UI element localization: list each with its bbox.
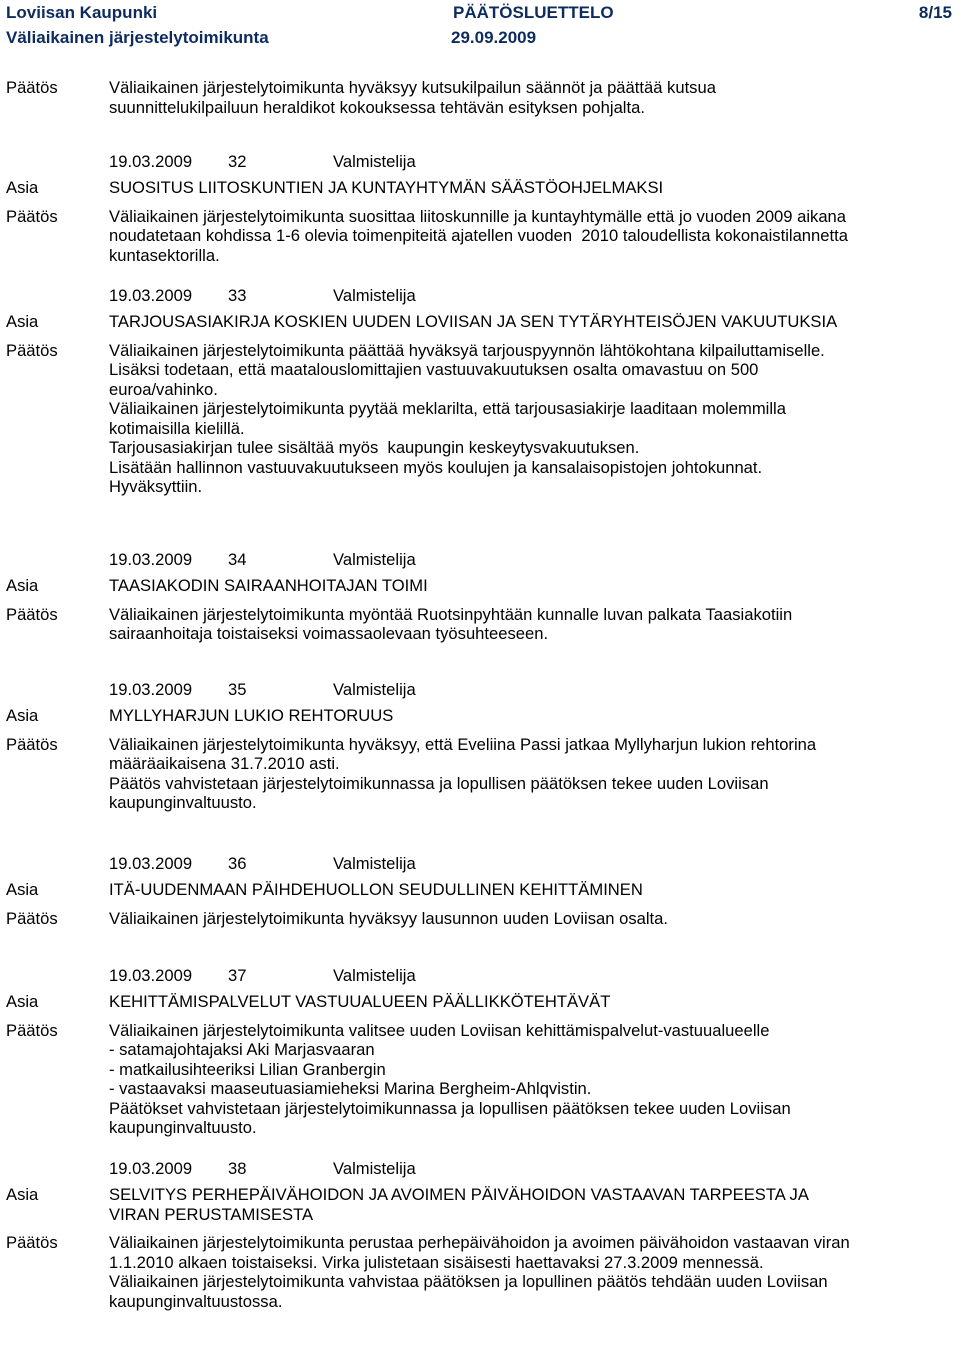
- entry-role: Valmistelija: [333, 680, 416, 699]
- entry-number: 34: [228, 550, 247, 569]
- subject-title: ITÄ-UUDENMAAN PÄIHDEHUOLLON SEUDULLINEN KEHITTÄMINEN: [109, 880, 643, 899]
- entry-number: 36: [228, 854, 247, 873]
- decision-line: Väliaikainen järjestelytoimikunta perustaa perhepäivähoidon ja avoimen päivähoidon vastaavan viran: [109, 1233, 850, 1252]
- decision-line: Väliaikainen järjestelytoimikunta vahvistaa päätöksen ja lopullinen päätös tehdään uuden Loviisan: [109, 1272, 828, 1291]
- decision-entry: [0, 150, 960, 284]
- first-decision: [0, 78, 960, 117]
- decision-line: Väliaikainen järjestelytoimikunta päättää hyväksyä tarjouspyynnön lähtökohtana kilpailuttamiselle.: [109, 340, 825, 360]
- decision-entry: [0, 1157, 960, 1357]
- page-header: [0, 0, 960, 50]
- decision-line: Väliaikainen järjestelytoimikunta hyväksyy lausunnon uuden Loviisan osalta.: [109, 908, 668, 928]
- entry-date: 19.03.2009: [109, 152, 193, 171]
- decision-line: - vastaavaksi maaseutuasiamieheksi Marina Bergheim-Ahlqvistin.: [109, 1079, 592, 1098]
- committee-name: Väliaikainen järjestelytoimikunta: [6, 28, 269, 47]
- decision-line: Tarjousasiakirjan tulee sisältää myös kaupungin keskeytysvakuutuksen.: [109, 438, 640, 457]
- asia-label: Asia: [6, 312, 39, 331]
- subject-title: SELVITYS PERHEPÄIVÄHOIDON JA AVOIMEN PÄIVÄHOIDON VASTAAVAN TARPEESTA JA: [109, 1185, 809, 1204]
- subject-title: KEHITTÄMISPALVELUT VASTUUALUEEN PÄÄLLIKKÖTEHTÄVÄT: [109, 992, 611, 1011]
- decision-entry: [0, 678, 960, 852]
- entry-meta: [0, 678, 960, 706]
- subject-title: SUOSITUS LIITOSKUNTIEN JA KUNTAYHTYMÄN SÄÄSTÖOHJELMAKSI: [109, 178, 664, 197]
- subject-title: TAASIAKODIN SAIRAANHOITAJAN TOIMI: [109, 576, 428, 595]
- entry-date: 19.03.2009: [109, 550, 193, 569]
- decision-line: kotimaisilla kielillä.: [109, 418, 245, 438]
- asia-label: Asia: [6, 992, 39, 1011]
- decision-line: kaupunginvaltuustossa.: [109, 1291, 283, 1311]
- entry-role: Valmistelija: [333, 550, 416, 569]
- paatos-label: Päätös: [6, 206, 58, 226]
- asia-label: Asia: [6, 178, 39, 197]
- entry-number: 37: [228, 966, 247, 985]
- decision-line: Lisätään hallinnon vastuuvakuutukseen myös koulujen ja kansalaisopistojen johtokunnat.: [109, 457, 763, 477]
- entry-number: 38: [228, 1159, 247, 1178]
- decision-line: kuntasektorilla.: [109, 245, 220, 265]
- decision-line: sairaanhoitaja toistaiseksi voimassaolevaan työsuhteeseen.: [109, 624, 549, 643]
- decision-line: Väliaikainen järjestelytoimikunta suosittaa liitoskunnille ja kuntayhtymälle että jo vuoden 2009 aikana: [109, 206, 847, 226]
- asia-label: Asia: [6, 576, 39, 595]
- decision-line: euroa/vahinko.: [109, 379, 218, 399]
- entry-meta: [0, 150, 960, 178]
- decision-line: Päätös vahvistetaan järjestelytoimikunnassa ja lopullisen päätöksen tekee uuden Loviisan: [109, 773, 769, 793]
- entry-meta: [0, 284, 960, 312]
- header-date: 29.09.2009: [451, 28, 537, 47]
- entry-date: 19.03.2009: [109, 1159, 193, 1178]
- paatos-label: Päätös: [6, 1233, 58, 1252]
- entry-role: Valmistelija: [333, 854, 416, 873]
- subject-title: VIRAN PERUSTAMISESTA: [109, 1204, 314, 1224]
- decision-list: [0, 150, 960, 1357]
- asia-label: Asia: [6, 706, 39, 725]
- decision-entry: [0, 548, 960, 678]
- decision-line: - satamajohtajaksi Aki Marjasvaaran: [109, 1040, 375, 1059]
- decision-line: noudatetaan kohdissa 1-6 olevia toimenpiteitä ajatellen vuoden 2010 taloudellista kokonaistilannetta: [109, 226, 848, 245]
- entry-meta: [0, 964, 960, 992]
- decision-line: Päätökset vahvistetaan järjestelytoimikunnassa ja lopullisen päätöksen tekee uuden Loviisan: [109, 1098, 791, 1118]
- decision-line: kaupunginvaltuusto.: [109, 1118, 257, 1137]
- paatos-label: Päätös: [6, 340, 58, 360]
- decision-line: 1.1.2010 alkaen toistaiseksi. Virka julistetaan sisäisesti haettavaksi 27.3.2009 mennessä.: [109, 1252, 764, 1272]
- subject-title: MYLLYHARJUN LUKIO REHTORUUS: [109, 706, 394, 725]
- subject-title: TARJOUSASIAKIRJA KOSKIEN UUDEN LOVIISAN JA SEN TYTÄRYHTEISÖJEN VAKUUTUKSIA: [109, 312, 838, 331]
- decision-line: Väliaikainen järjestelytoimikunta myöntää Ruotsinpyhtään kunnalle luvan palkata Taasiakotiin: [109, 604, 793, 624]
- page-number: 8/15: [918, 3, 952, 22]
- entry-number: 33: [228, 286, 247, 305]
- decision-line: Hyväksyttiin.: [109, 477, 203, 496]
- decision-entry: [0, 852, 960, 964]
- entry-role: Valmistelija: [333, 1159, 416, 1178]
- entry-meta: [0, 852, 960, 880]
- entry-role: Valmistelija: [333, 286, 416, 305]
- decision-entry: [0, 964, 960, 1157]
- paatos-label: Päätös: [6, 604, 58, 624]
- paatos-label: Päätös: [6, 734, 58, 754]
- document-title: PÄÄTÖSLUETTELO: [453, 3, 614, 22]
- decision-line: Lisäksi todetaan, että maatalouslomittajien vastuuvakuutuksen osalta omavastuu on 500: [109, 360, 759, 379]
- entry-date: 19.03.2009: [109, 286, 193, 305]
- asia-label: Asia: [6, 880, 39, 899]
- entry-number: 32: [228, 152, 247, 171]
- paatos-label: Päätös: [6, 1020, 58, 1040]
- paatos-label: Päätös: [6, 908, 58, 928]
- asia-label: Asia: [6, 1185, 39, 1204]
- entry-number: 35: [228, 680, 247, 699]
- decision-line: Väliaikainen järjestelytoimikunta pyytää meklarilta, että tarjousasiakirje laaditaan molemmilla: [109, 399, 786, 418]
- decision-line: - matkailusihteeriksi Lilian Granbergin: [109, 1059, 386, 1079]
- decision-line: Väliaikainen järjestelytoimikunta hyväksyy kutsukilpailun säännöt ja päättää kutsua: [109, 78, 716, 97]
- entry-role: Valmistelija: [333, 966, 416, 985]
- entry-role: Valmistelija: [333, 152, 416, 171]
- decision-line: määräaikaisena 31.7.2010 asti.: [109, 754, 340, 773]
- decision-line: kaupunginvaltuusto.: [109, 793, 257, 812]
- entry-date: 19.03.2009: [109, 680, 193, 699]
- decision-line: suunnittelukilpailuun heraldikot kokouksessa tehtävän esityksen pohjalta.: [109, 97, 645, 117]
- entry-date: 19.03.2009: [109, 966, 193, 985]
- entry-date: 19.03.2009: [109, 854, 193, 873]
- paatos-label: Päätös: [6, 78, 58, 97]
- entry-meta: [0, 1157, 960, 1185]
- decision-line: Väliaikainen järjestelytoimikunta valitsee uuden Loviisan kehittämispalvelut-vastuualueelle: [109, 1020, 770, 1040]
- decision-line: Väliaikainen järjestelytoimikunta hyväksyy, että Eveliina Passi jatkaa Myllyharjun lukion rehtorina: [109, 734, 817, 754]
- decision-entry: [0, 284, 960, 548]
- entry-meta: [0, 548, 960, 576]
- organization-name: Loviisan Kaupunki: [6, 3, 158, 22]
